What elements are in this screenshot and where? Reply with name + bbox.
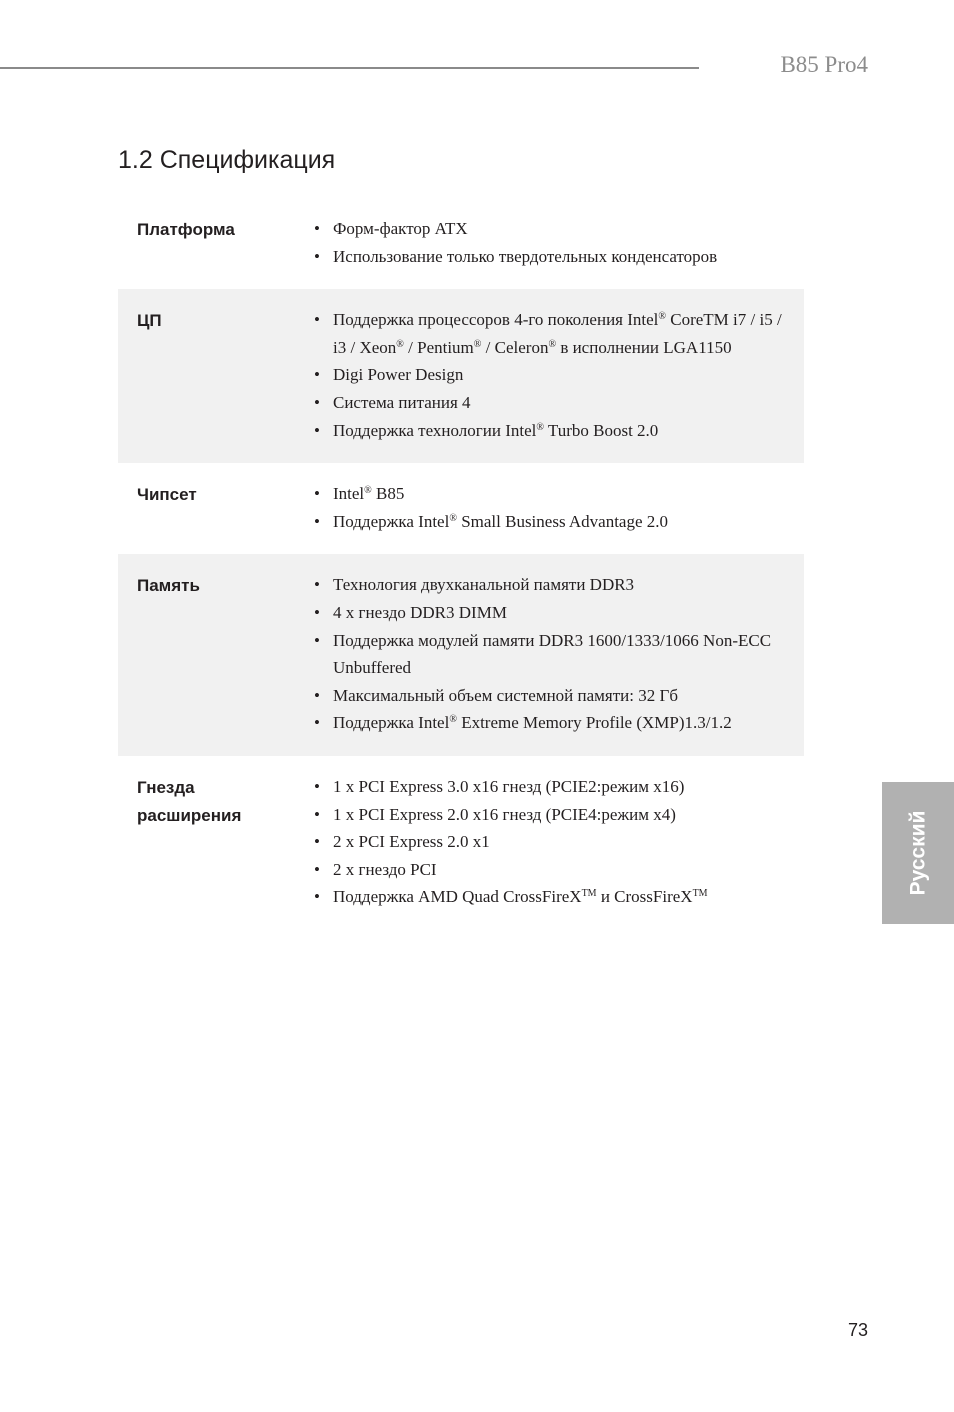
spec-label-line: Чипсет bbox=[137, 485, 197, 505]
spec-item-text: Поддержка процессоров 4-го поколения Intel bbox=[333, 310, 659, 330]
spec-label bbox=[118, 571, 294, 737]
bullet-icon: • bbox=[314, 776, 320, 796]
bullet-icon: • bbox=[314, 630, 320, 650]
bullet-icon: • bbox=[314, 246, 320, 266]
bullet-icon: • bbox=[314, 804, 320, 824]
spec-item-text: и CrossFireX bbox=[596, 887, 693, 907]
spec-item-text: Turbo Boost 2.0 bbox=[543, 420, 659, 440]
spec-item bbox=[294, 306, 804, 361]
spec-item-text: в исполнении LGA1150 bbox=[556, 337, 732, 357]
spec-item bbox=[294, 801, 804, 829]
superscript-mark: ® bbox=[658, 311, 666, 323]
spec-item-text: Поддержка Intel bbox=[333, 511, 450, 531]
spec-item-text: Поддержка технологии Intel bbox=[333, 420, 537, 440]
bullet-icon: • bbox=[314, 511, 320, 531]
spec-item-text: Small Business Advantage 2.0 bbox=[456, 511, 669, 531]
bullet-icon: • bbox=[314, 887, 320, 907]
spec-item-text: 1 x PCI Express 2.0 x16 гнезд (PCIE4:режим x4) bbox=[333, 804, 676, 824]
spec-label bbox=[118, 480, 294, 535]
bullet-icon: • bbox=[314, 484, 320, 504]
spec-label-line: Платформа bbox=[137, 220, 235, 239]
spec-item bbox=[294, 773, 804, 801]
bullet-icon: • bbox=[314, 392, 320, 412]
spec-label-line: Память bbox=[137, 576, 200, 596]
spec-row bbox=[118, 756, 804, 930]
superscript-mark: ® bbox=[536, 421, 544, 433]
spec-item-list bbox=[294, 480, 804, 535]
spec-item bbox=[294, 480, 804, 508]
spec-item bbox=[294, 215, 804, 243]
language-tab bbox=[882, 782, 954, 924]
bullet-icon: • bbox=[314, 685, 320, 705]
spec-item bbox=[294, 361, 804, 389]
spec-row bbox=[118, 198, 804, 289]
spec-label bbox=[118, 306, 294, 444]
spec-item bbox=[294, 682, 804, 710]
spec-item-text: B85 bbox=[371, 484, 405, 504]
bullet-icon: • bbox=[314, 365, 320, 385]
spec-label bbox=[118, 215, 294, 270]
spec-item-text: Digi Power Design bbox=[333, 365, 464, 385]
spec-label-line: ЦП bbox=[137, 311, 162, 331]
superscript-mark: ® bbox=[396, 338, 404, 350]
spec-item-list bbox=[294, 215, 804, 270]
spec-row bbox=[118, 289, 804, 463]
spec-item-text: Поддержка Intel bbox=[333, 713, 450, 733]
spec-item-text: 2 x гнездо PCI bbox=[333, 859, 437, 879]
superscript-mark: TM bbox=[692, 888, 708, 900]
superscript-mark: ® bbox=[449, 512, 457, 524]
spec-item bbox=[294, 856, 804, 884]
spec-label bbox=[118, 773, 294, 911]
bullet-icon: • bbox=[314, 602, 320, 622]
superscript-mark: TM bbox=[581, 888, 597, 900]
spec-table bbox=[118, 198, 804, 930]
bullet-icon: • bbox=[314, 832, 320, 852]
superscript-mark: ® bbox=[449, 714, 457, 726]
spec-item-text: / Pentium bbox=[403, 337, 474, 357]
spec-item bbox=[294, 828, 804, 856]
spec-item bbox=[294, 627, 804, 682]
spec-item-text: / Celeron bbox=[481, 337, 549, 357]
spec-item bbox=[294, 599, 804, 627]
spec-item-text: CoreTM i7 / i5 / i3 / Xeon bbox=[333, 310, 782, 357]
spec-item bbox=[294, 709, 804, 737]
spec-item-text: Технология двухканальной памяти DDR3 bbox=[333, 575, 635, 595]
spec-item-list bbox=[294, 306, 804, 444]
bullet-icon: • bbox=[314, 713, 320, 733]
spec-item-text: Extreme Memory Profile (XMP)1.3/1.2 bbox=[456, 713, 732, 733]
section-title: 1.2 Спецификация bbox=[118, 146, 336, 174]
superscript-mark: ® bbox=[473, 338, 482, 350]
spec-item-text: Поддержка AMD Quad CrossFireX bbox=[333, 887, 582, 907]
spec-item bbox=[294, 883, 804, 911]
spec-item-text: Форм-фактор ATX bbox=[333, 219, 468, 238]
spec-item bbox=[294, 508, 804, 536]
bullet-icon: • bbox=[314, 575, 320, 595]
spec-item bbox=[294, 243, 804, 271]
spec-item-text: Поддержка модулей памяти DDR3 1600/1333/1066 Non-ECC Unbuffered bbox=[333, 630, 772, 678]
spec-label-line: Гнезда bbox=[137, 777, 195, 797]
language-tab-label: Русский bbox=[906, 810, 930, 896]
spec-item-text: Максимальный объем системной памяти: 32 Гб bbox=[333, 685, 678, 705]
model-name: B85 Pro4 bbox=[780, 52, 868, 77]
bullet-icon: • bbox=[314, 420, 320, 440]
spec-item bbox=[294, 389, 804, 417]
spec-item-text: 1 x PCI Express 3.0 x16 гнезд (PCIE2:режим x16) bbox=[333, 776, 685, 796]
spec-row bbox=[118, 554, 804, 756]
bullet-icon: • bbox=[314, 219, 320, 238]
spec-item-text: 4 x гнездо DDR3 DIMM bbox=[333, 602, 507, 622]
spec-label-line: расширения bbox=[137, 805, 242, 825]
spec-item-text: 2 x PCI Express 2.0 x1 bbox=[333, 832, 490, 852]
bullet-icon: • bbox=[314, 859, 320, 879]
spec-row bbox=[118, 463, 804, 554]
superscript-mark: ® bbox=[364, 485, 372, 497]
spec-item-text: Использование только твердотельных конденсаторов bbox=[333, 246, 718, 266]
spec-item-list bbox=[294, 571, 804, 737]
superscript-mark: ® bbox=[548, 338, 557, 350]
spec-item bbox=[294, 417, 804, 445]
page-number: 73 bbox=[847, 1320, 868, 1340]
bullet-icon: • bbox=[314, 310, 320, 330]
spec-item-list bbox=[294, 773, 804, 911]
spec-item-text: Intel bbox=[333, 484, 365, 504]
header-rule bbox=[0, 67, 699, 69]
spec-item bbox=[294, 571, 804, 599]
spec-item-text: Система питания 4 bbox=[333, 392, 471, 412]
